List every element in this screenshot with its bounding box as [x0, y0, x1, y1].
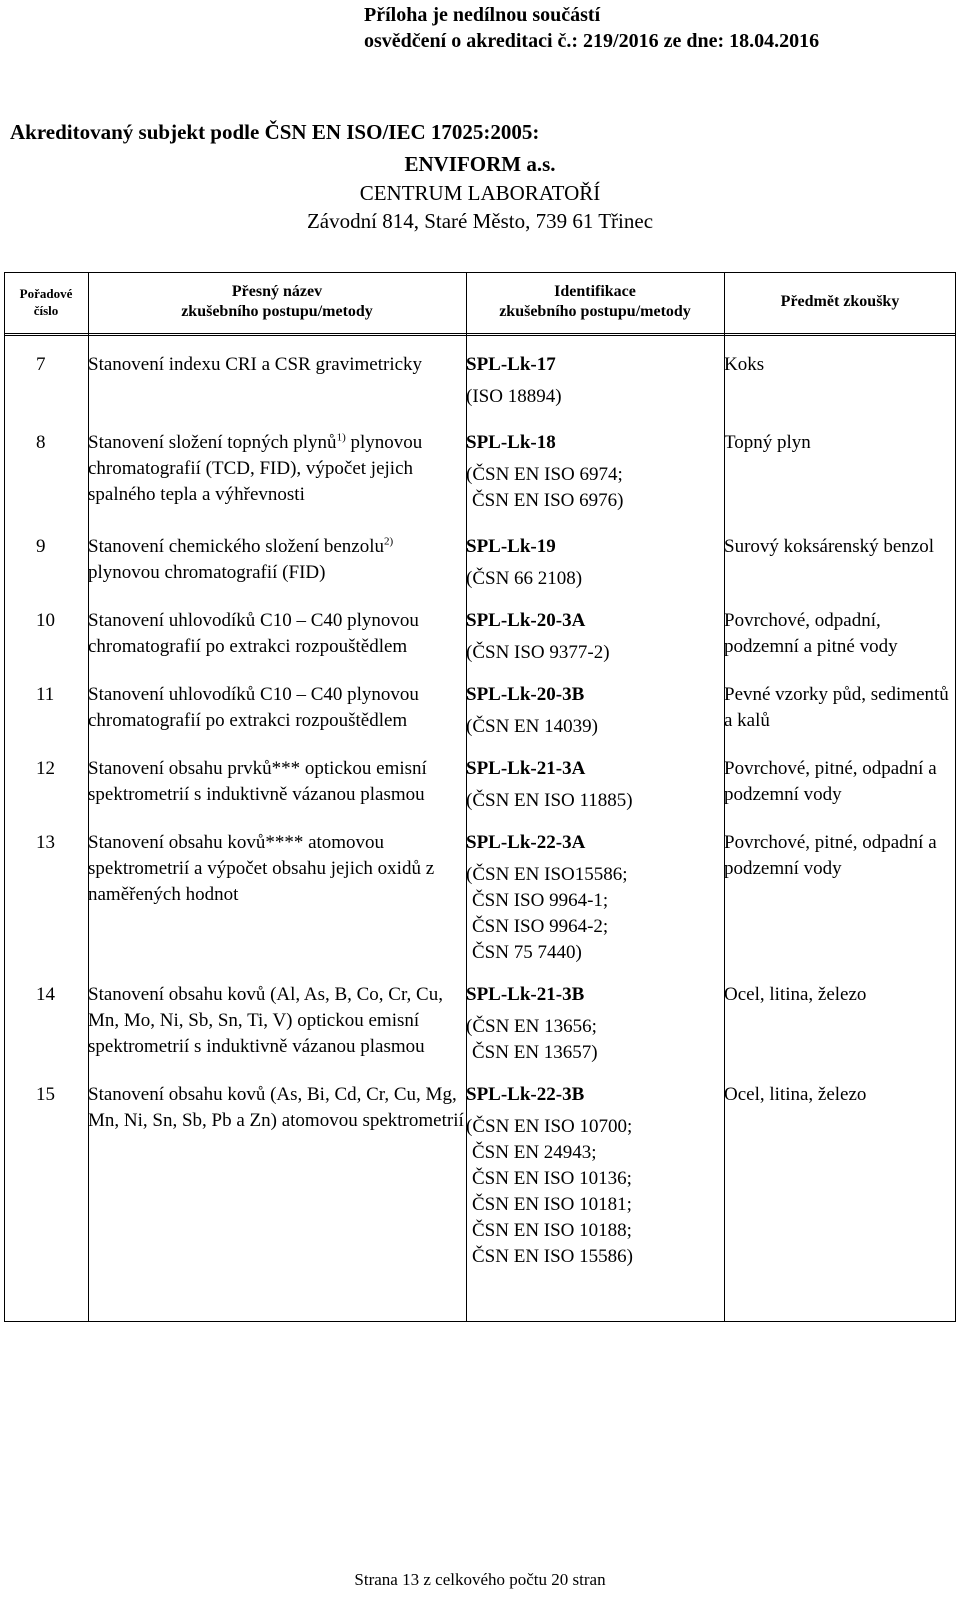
organization-address: Závodní 814, Staré Město, 739 61 Třinec [306, 209, 654, 233]
laboratory-name: CENTRUM LABORATOŘÍ [359, 181, 601, 205]
method-code: SPL-Lk-20-3A [466, 610, 586, 631]
footnote-marker: 2) [384, 535, 394, 548]
row-number: 10 [36, 610, 55, 631]
standard-references [466, 462, 724, 514]
standard-reference: ČSN EN ISO 10136; [472, 1168, 632, 1189]
standard-reference: (ČSN EN 14039) [466, 716, 598, 737]
test-subject: Ocel, litina, železo [724, 984, 867, 1005]
standard-references [466, 384, 724, 410]
method-name: Stanovení uhlovodíků C10 – C40 plynovou chromatografií po extrakci rozpouštědlem [88, 684, 419, 731]
row-number: 11 [36, 684, 55, 705]
method-code: SPL-Lk-20-3B [466, 684, 585, 705]
standard-reference: ČSN EN ISO 6976) [472, 490, 624, 511]
table-row [4, 335, 956, 417]
accreditation-table [4, 272, 956, 1276]
standard-reference: (ČSN ISO 9377-2) [466, 642, 610, 663]
method-identification [466, 520, 724, 596]
method-identification [466, 596, 724, 670]
method-name: Stanovení obsahu kovů (As, Bi, Cd, Cr, Cu, Mg, Mn, Ni, Sn, Sb, Pb a Zn) atomovou spektrometrií [88, 1084, 464, 1131]
method-code: SPL-Lk-22-3A [466, 832, 586, 853]
method-name: Stanovení složení topných plynů$^{1)}$ plynovou chromatografií (TCD, FID), výpočet jejich spalného tepla a výhřevnosti [88, 431, 423, 505]
header-method-name: Přesný název zkušebního postupu/metody [88, 273, 466, 335]
standard-reference: (ČSN EN ISO15586; [466, 864, 628, 885]
table-row [4, 818, 956, 972]
row-number: 14 [36, 984, 55, 1005]
annex-line-2: osvědčení o akreditaci č.: 219/2016 ze dne: 18.04.2016 [364, 30, 820, 52]
page-footer: Strana 13 z celkového počtu 20 stran [354, 1570, 606, 1589]
standard-references [466, 862, 724, 966]
standard-references [466, 1114, 724, 1270]
standard-reference: (ČSN EN ISO 6974; [466, 464, 623, 485]
standard-reference: ČSN EN 13657) [472, 1042, 598, 1063]
accredited-subject-heading: Akreditovaný subjekt podle ČSN EN ISO/IEC 17025:2005: [10, 120, 540, 144]
standard-reference: (ČSN EN ISO 11885) [466, 790, 633, 811]
standard-reference: ČSN ISO 9964-1; [472, 890, 609, 911]
method-code: SPL-Lk-17 [466, 354, 556, 375]
method-identification [466, 335, 724, 417]
header-method-identification: Identifikace zkušebního postupu/metody [466, 273, 724, 335]
standard-reference: ČSN ISO 9964-2; [472, 916, 609, 937]
standard-reference: ČSN 75 7440) [472, 942, 582, 963]
row-number: 12 [36, 758, 55, 779]
method-code: SPL-Lk-19 [466, 536, 556, 557]
test-subject: Topný plyn [724, 432, 811, 453]
method-code: SPL-Lk-21-3A [466, 758, 586, 779]
test-subject: Ocel, litina, železo [724, 1084, 867, 1105]
test-subject: Povrchové, pitné, odpadní a podzemní vody [724, 758, 937, 805]
test-subject: Povrchové, pitné, odpadní a podzemní vody [724, 832, 937, 879]
method-identification [466, 972, 724, 1072]
method-identification [466, 818, 724, 972]
method-code: SPL-Lk-22-3B [466, 1084, 585, 1105]
table-row [4, 1072, 956, 1276]
row-number: 13 [36, 832, 55, 853]
test-subject: Pevné vzorky půd, sedimentů a kalů [724, 684, 949, 731]
table-header-row [4, 273, 956, 335]
method-name: Stanovení obsahu kovů (Al, As, B, Co, Cr, Cu, Mn, Mo, Ni, Sb, Sn, Ti, V) optickou emisní spektrometrií s induktivně vázanou plasmou [88, 984, 443, 1057]
method-identification [466, 670, 724, 744]
standard-reference: (ČSN 66 2108) [466, 568, 583, 589]
organization-name: ENVIFORM a.s. [404, 152, 556, 176]
method-name: Stanovení obsahu prvků*** optickou emisní spektrometrií s induktivně vázanou plasmou [88, 758, 427, 805]
standard-reference: ČSN EN ISO 10188; [472, 1220, 632, 1241]
standard-reference: ČSN EN ISO 10181; [472, 1194, 632, 1215]
method-code: SPL-Lk-21-3B [466, 984, 585, 1005]
header-test-subject: Předmět zkoušky [724, 273, 956, 335]
standard-references [466, 714, 724, 740]
row-number: 9 [36, 536, 46, 557]
method-name: Stanovení indexu CRI a CSR gravimetricky [88, 354, 423, 375]
method-identification [466, 1072, 724, 1276]
standard-references [466, 566, 724, 592]
method-name: Stanovení uhlovodíků C10 – C40 plynovou chromatografií po extrakci rozpouštědlem [88, 610, 419, 657]
table-row [4, 520, 956, 596]
row-number: 8 [36, 432, 46, 453]
table-row [4, 744, 956, 818]
standard-reference: (ISO 18894) [466, 386, 562, 407]
method-identification [466, 744, 724, 818]
standard-references [466, 1014, 724, 1066]
standard-reference: ČSN EN ISO 15586) [472, 1246, 633, 1267]
annex-note [364, 2, 819, 54]
annex-line-1: Příloha je nedílnou součástí [364, 4, 601, 26]
standard-references [466, 788, 724, 814]
test-subject: Povrchové, odpadní, podzemní a pitné vody [724, 610, 898, 657]
row-number: 7 [36, 354, 46, 375]
method-identification [466, 416, 724, 520]
table-row [4, 670, 956, 744]
footnote-marker: 1) [336, 431, 346, 444]
table-row [4, 972, 956, 1072]
method-name: Stanovení obsahu kovů**** atomovou spektrometrií a výpočet obsahu jejich oxidů z naměřených hodnot [88, 832, 435, 905]
standard-reference: (ČSN EN ISO 10700; [466, 1116, 633, 1137]
table-row [4, 416, 956, 520]
row-number: 15 [36, 1084, 55, 1105]
test-subject: Surový koksárenský benzol [724, 536, 935, 557]
header-order-number: Pořadové číslo [4, 273, 88, 335]
standard-reference: (ČSN EN 13656; [466, 1016, 597, 1037]
method-code: SPL-Lk-18 [466, 432, 556, 453]
method-name: Stanovení chemického složení benzolu$^{2)}$ plynovou chromatografií (FID) [88, 535, 394, 583]
standard-references [466, 640, 724, 666]
table-row [4, 596, 956, 670]
standard-reference: ČSN EN 24943; [472, 1142, 597, 1163]
test-subject: Koks [724, 354, 765, 375]
